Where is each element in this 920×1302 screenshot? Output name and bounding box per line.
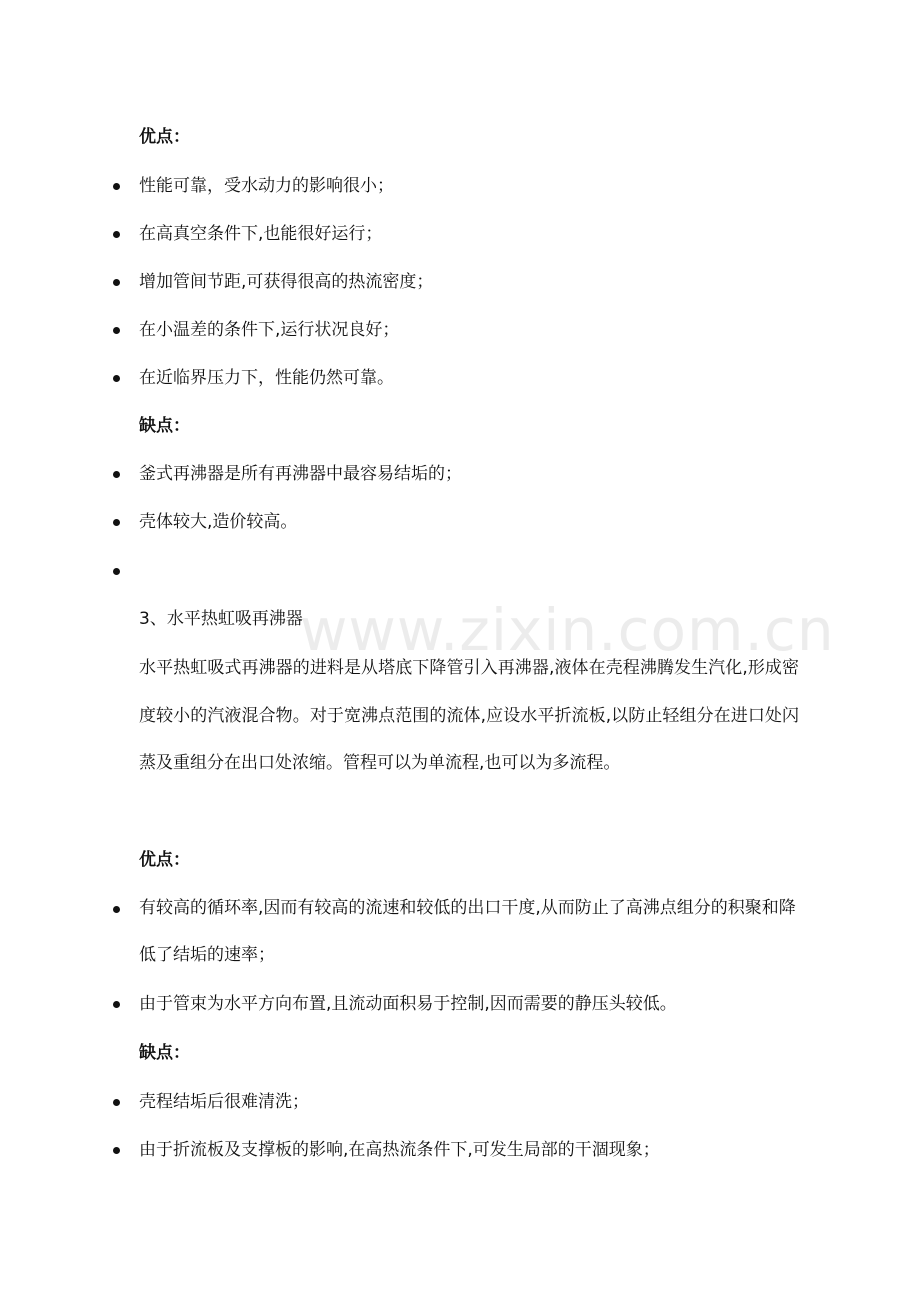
list-item: 在小温差的条件下,运行状况良好； — [139, 320, 400, 340]
list-item: 在近临界压力下，性能仍然可靠。 — [139, 368, 394, 388]
bullet — [113, 327, 120, 334]
bullet — [113, 1147, 120, 1154]
bullet — [113, 471, 120, 478]
bullet — [113, 231, 120, 238]
list-item: 由于管束为水平方向布置,且流动面积易于控制,因而需要的静压头较低。 — [139, 994, 677, 1014]
list-item: 釜式再沸器是所有再沸器中最容易结垢的； — [139, 464, 462, 484]
cons-heading: 缺点： — [139, 416, 190, 436]
bullet — [113, 519, 120, 526]
bullet — [113, 1001, 120, 1008]
list-item: 壳程结垢后很难清洗； — [139, 1092, 309, 1112]
bullet — [113, 279, 120, 286]
bullet — [113, 906, 120, 913]
list-item: 壳体较大,造价较高。 — [139, 512, 298, 532]
list-item: 由于折流板及支撑板的影响,在高热流条件下,可发生局部的干涸现象； — [139, 1140, 660, 1160]
list-item: 在高真空条件下,也能很好运行； — [139, 224, 383, 244]
empty-bullet — [113, 568, 120, 575]
bullet — [113, 1099, 120, 1106]
list-item: 性能可靠，受水动力的影响很小； — [139, 176, 394, 196]
bullet — [113, 183, 120, 190]
list-item: 有较高的循环率,因而有较高的流速和较低的出口干度,从而防止了高沸点组分的积聚和降低了结垢的速率； — [139, 898, 796, 965]
bullet — [113, 375, 120, 382]
section-title: 3、水平热虹吸再沸器 — [139, 609, 303, 629]
section-paragraph: 水平热虹吸式再沸器的进料是从塔底下降管引入再沸器,液体在壳程沸腾发生汽化,形成密度较小的汽液混合物。对于宽沸点范围的流体,应设水平折流板,以防止轻组分在进口处闪蒸及重组分在出口处浓缩。管程可以为单流程,也可以为多流程。 — [139, 658, 799, 773]
list-item: 增加管间节距,可获得很高的热流密度； — [139, 272, 434, 292]
pros-heading: 优点： — [139, 127, 190, 147]
watermark: www.zixin.com.cn — [300, 596, 835, 664]
cons-heading: 缺点： — [139, 1043, 190, 1063]
pros-heading: 优点： — [139, 850, 190, 870]
